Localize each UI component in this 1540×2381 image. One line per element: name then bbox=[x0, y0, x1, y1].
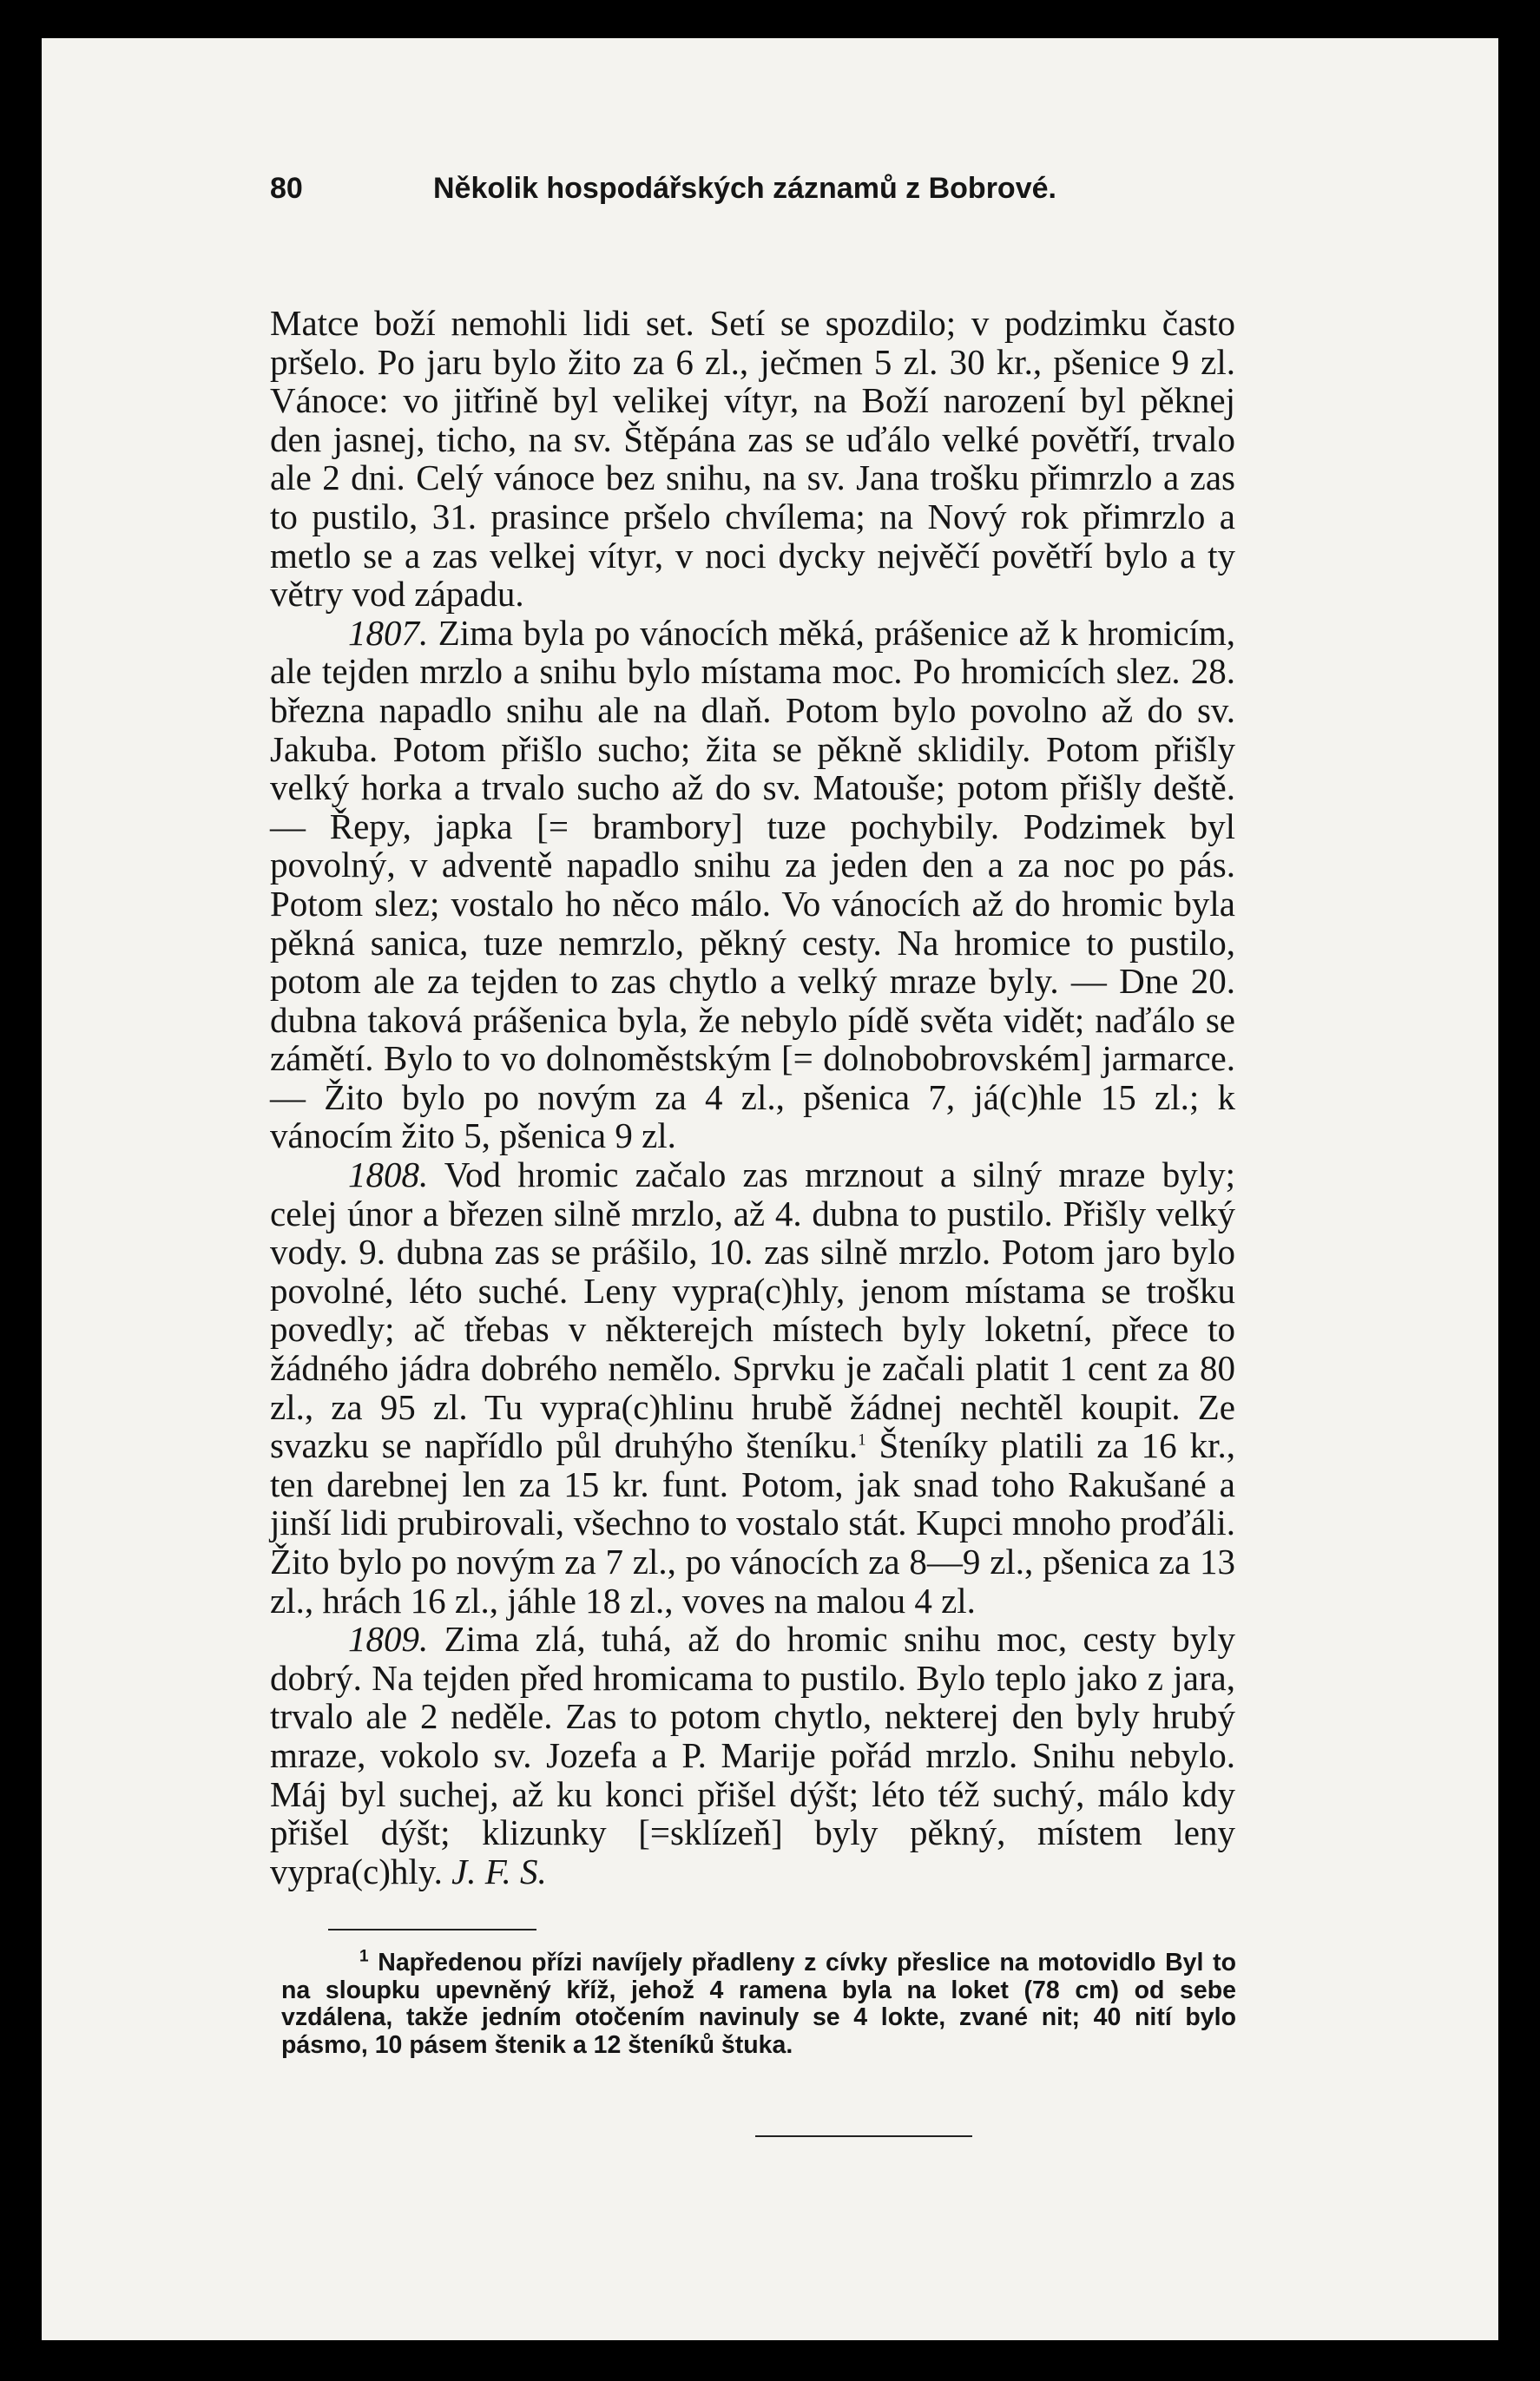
paragraph-continuation bbox=[270, 304, 1235, 614]
chronicle-text bbox=[270, 304, 1235, 1891]
paragraph-text: Zima byla po vánocích měká, prášenice až k hromicím, ale tejden mrzlo a snihu bylo místama moc. Po hromicích slez. 28. března napadlo snihu ale na dlaň. Potom bylo povolno až do sv. Jakuba. Potom přišlo sucho; žita se pěkně sklidily. Potom přišly velký horka a trvalo sucho až do sv. Matouše; potom přišly deště. — Řepy, japka [= brambory] tuze pochybily. Podzimek byl povolný, v adventě napadlo snihu za jeden den a za noc po pás. Potom slez; vostalo ho něco málo. Vo vánocích až do hromic byla pěkná sanica, tuze nemrzlo, pěkný cesty. Na hromice to pustilo, potom ale za tejden to zas chytlo a velký mraze byly. — Dne 20. dubna taková prášenica byla, že nebylo pídě světa vidět; naďálo se zámětí. Bylo to vo dolnoměstským [= dolnobobrovském] jarmarce. — Žito bylo po novým za 4 zl., pšenica 7, já(c)hle 15 zl.; k vánocím žito 5, pšenica 9 zl. bbox=[270, 612, 1235, 1156]
paragraph-text: Zima zlá, tuhá, až do hromic snihu moc, cesty byly dobrý. Na tejden před hromicama to pustilo. Bylo teplo jako z jara, trvalo ale 2 neděle. Zas to potom chytlo, nekterej den byly hrubý mraze, vokolo sv. Jozefa a P. Marije pořád mrzlo. Snihu nebylo. Máj byl suchej, až ku konci přišel dýšt; léto též suchý, málo kdy přišel dýšt; klizunky [=sklízeň] byly pěkný, místem leny vypra(c)hly. bbox=[270, 1619, 1235, 1891]
footnote-mark: 1 bbox=[359, 1947, 369, 1966]
year-label: 1807. bbox=[348, 612, 429, 653]
footnote-text: Napředenou přízi navíjely přadleny z cívky přeslice na motovidlo Byl to na sloupku upevněný kříž, jehož 4 ramena byla na loket (78 cm) od sebe vzdálena, takže jedním otočením navinuly se 4 lokte, zvané nit; 40 nití bylo pásmo, 10 pásem štenik a 12 šteníků štuka. bbox=[281, 1949, 1236, 2059]
running-title: Několik hospodářských záznamů z Bobrové. bbox=[433, 172, 1056, 205]
end-divider bbox=[755, 2135, 972, 2137]
paragraph-text: Šteníky platili za 16 kr., ten darebnej len za 15 kr. funt. Potom, jak snad toho Rakušané a jinší lidi prubirovali, všechno to vostalo stát. Kupci mnoho proďáli. Žito bylo po novým za 7 zl., po vánocích za 8—9 zl., pšenica za 13 zl., hrách 16 zl., jáhle 18 zl., voves na malou 4 zl. bbox=[270, 1425, 1235, 1621]
footnote-divider bbox=[328, 1929, 536, 1930]
running-header bbox=[270, 167, 1235, 219]
footnote bbox=[281, 1947, 1236, 2059]
page-number: 80 bbox=[270, 172, 303, 205]
author-signature: J. F. S. bbox=[451, 1851, 547, 1891]
paragraph-text: Vod hromic začalo zas mrznout a silný mraze byly; celej únor a březen silně mrzlo, až 4. dubna to pustilo. Přišly velký vody. 9. dubna zas se prášilo, 10. zas silně mrzlo. Potom jaro bylo povolné, léto suché. Leny vypra(c)hly, jenom místama se trošku povedly; ač třebas v některejch místech byly loketní, přece to žádného jádra dobrého nemělo. Sprvku je začali platit 1 cent za 80 zl., za 95 zl. Tu vypra(c)hlinu hrubě žádnej nechtěl koupit. Ze svazku se napřídlo půl druhýho šteníku. bbox=[270, 1154, 1235, 1466]
paragraph-text: Matce boží nemohli lidi set. Setí se spozdilo; v podzimku často pršelo. Po jaru bylo žito za 6 zl., ječmen 5 zl. 30 kr., pšenice 9 zl. Vánoce: vo jitřině byl velikej vítyr, na Boží narození byl pěknej den jasnej, ticho, na sv. Štěpána zas se uďálo velké povětří, trvalo ale 2 dni. Celý vánoce bez snihu, na sv. Jana trošku přimrzlo a zas to pustilo, 31. prasince pršelo chvílema; na Nový rok přimrzlo a metlo se a zas velkej vítyr, v noci dycky nejvěčí povětří bylo a ty větry vod západu. bbox=[270, 303, 1235, 615]
footnote-block bbox=[281, 1947, 1236, 2059]
footnote-reference[interactable]: 1 bbox=[858, 1431, 866, 1450]
entry-1809 bbox=[270, 1620, 1235, 1891]
book-page bbox=[42, 38, 1498, 2340]
year-label: 1809. bbox=[348, 1619, 429, 1660]
entry-1808 bbox=[270, 1155, 1235, 1620]
year-label: 1808. bbox=[348, 1154, 429, 1195]
entry-1807 bbox=[270, 614, 1235, 1155]
